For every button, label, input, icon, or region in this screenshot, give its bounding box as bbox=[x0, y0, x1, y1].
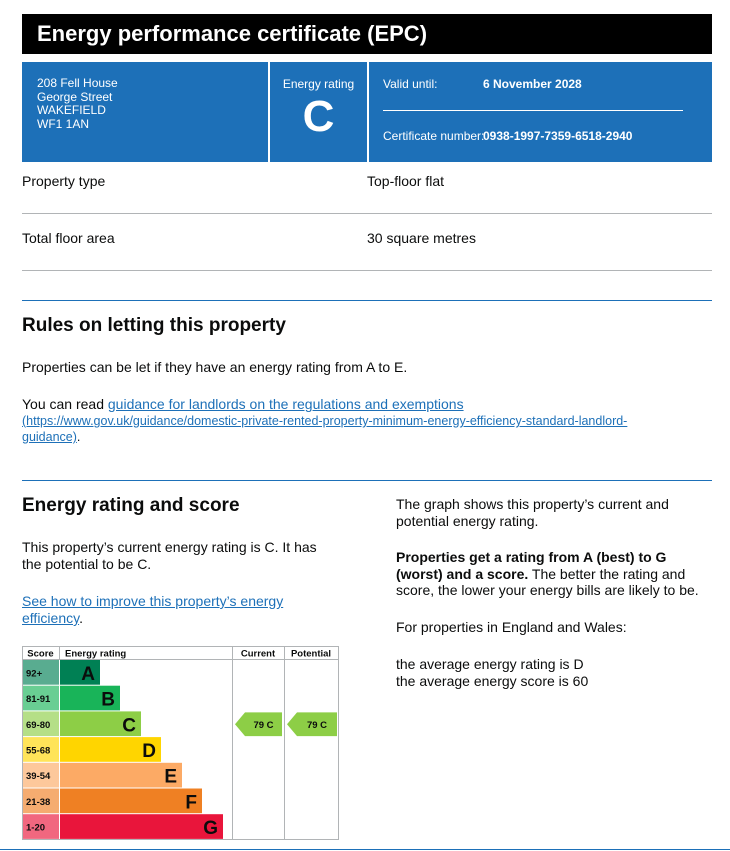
band-bar-g bbox=[60, 814, 223, 839]
valid-until-value: 6 November 2028 bbox=[483, 77, 582, 91]
letting-guidance bbox=[22, 396, 712, 413]
certificate-number-label: Certificate number: bbox=[383, 129, 485, 143]
letting-heading: Rules on letting this property bbox=[22, 315, 286, 336]
letting-para: Properties can be let if they have an energy rating from A to E. bbox=[22, 359, 408, 375]
band-letter-g: G bbox=[203, 818, 218, 840]
score-range-g: 1-20 bbox=[26, 822, 46, 834]
score-heading: Energy rating and score bbox=[22, 495, 240, 516]
guidance-url-link-line2[interactable]: guidance) bbox=[22, 430, 77, 444]
floor-area-label: Total floor area bbox=[22, 230, 115, 246]
average-score: the average energy score is 60 bbox=[396, 672, 589, 689]
average-rating: the average energy rating is D bbox=[396, 656, 584, 672]
score-range-d: 55-68 bbox=[26, 745, 51, 757]
section-divider bbox=[22, 300, 712, 301]
graph-explanation: The graph shows this property’s current and potential energy rating. bbox=[396, 496, 669, 529]
header-potential: Potential bbox=[290, 648, 332, 660]
header-score: Score bbox=[27, 648, 54, 660]
epc-rating-chart bbox=[22, 646, 340, 841]
score-explanation bbox=[396, 549, 716, 599]
floor-area-row bbox=[22, 214, 712, 271]
address-postcode: WF1 1AN bbox=[37, 116, 90, 131]
score-range-e: 39-54 bbox=[26, 771, 51, 783]
score-explanation-rest: The better the rating and score, the lower your energy bills are likely to be. bbox=[396, 565, 699, 598]
divider bbox=[383, 110, 683, 111]
score-range-f: 21-38 bbox=[26, 796, 51, 808]
address-box bbox=[22, 62, 268, 162]
energy-rating-label: Energy rating bbox=[282, 77, 355, 91]
address-line3: WAKEFIELD bbox=[37, 103, 106, 117]
validity-box bbox=[369, 62, 712, 162]
improve-link-line1[interactable]: See how to improve this property’s energy bbox=[22, 593, 284, 609]
band-bar-f bbox=[60, 789, 202, 814]
score-range-c: 69-80 bbox=[26, 719, 51, 731]
guidance-url-link-line1[interactable]: (https://www.gov.uk/guidance/domestic-private-rented-property-minimum-energy-efficiency-standard-landlord- bbox=[22, 414, 628, 428]
page-title: Energy performance certificate (EPC) bbox=[37, 21, 428, 46]
guidance-prefix: You can read bbox=[22, 396, 108, 412]
header-energy-rating: Energy rating bbox=[65, 648, 127, 660]
header-current: Current bbox=[240, 648, 276, 660]
section-divider bbox=[22, 480, 712, 481]
address-line1: 208 Fell House bbox=[37, 76, 118, 90]
improve-suffix: . bbox=[79, 610, 83, 626]
guidance-url-block bbox=[22, 413, 712, 445]
floor-area-value: 30 square metres bbox=[367, 230, 476, 246]
band-letter-d: D bbox=[142, 740, 156, 762]
improve-link-line2[interactable]: efficiency bbox=[22, 610, 80, 626]
energy-rating-box bbox=[270, 62, 367, 162]
region-note: For properties in England and Wales: bbox=[396, 619, 627, 635]
guidance-link[interactable]: guidance for landlords on the regulations and exemptions bbox=[107, 396, 464, 412]
improve-block bbox=[22, 593, 362, 627]
potential-rating-label: 79 C bbox=[306, 719, 328, 731]
score-para bbox=[22, 539, 362, 573]
band-letter-e: E bbox=[164, 766, 177, 788]
score-range-a: 92+ bbox=[26, 668, 43, 680]
score-range-b: 81-91 bbox=[26, 694, 51, 706]
guidance-url-suffix: . bbox=[76, 430, 81, 444]
score-explanation-bold: Properties get a rating from A (best) to G (worst) and a score. bbox=[396, 549, 667, 582]
address-line2: George Street bbox=[37, 89, 113, 104]
score-para-line2: the potential to be C. bbox=[22, 556, 152, 572]
average-note bbox=[396, 656, 716, 689]
property-type-value: Top-floor flat bbox=[367, 173, 445, 189]
current-rating-label: 79 C bbox=[253, 719, 274, 731]
band-letter-b: B bbox=[101, 689, 115, 711]
property-type-row bbox=[22, 157, 712, 214]
property-type-label: Property type bbox=[22, 173, 106, 189]
band-letter-f: F bbox=[185, 792, 197, 814]
certificate-number-value: 0938-1997-7359-6518-2940 bbox=[483, 129, 633, 143]
band-letter-a: A bbox=[81, 663, 95, 685]
epc-title-bar bbox=[22, 14, 712, 54]
energy-rating-value: C bbox=[302, 92, 335, 141]
score-para-line1: This property’s current energy rating is C. It has bbox=[22, 539, 317, 555]
valid-until-label: Valid until: bbox=[383, 77, 438, 91]
band-letter-c: C bbox=[122, 715, 136, 737]
page-bottom-rule bbox=[0, 849, 730, 850]
